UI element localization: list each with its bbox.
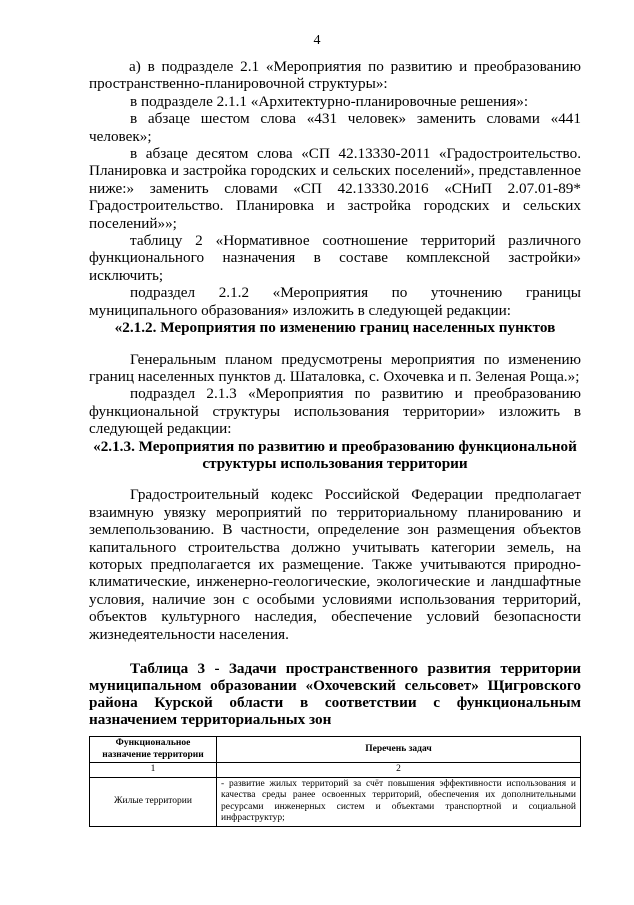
paragraph: в абзаце шестом слова «431 человек» заменить словами «441 человек»; <box>89 110 581 145</box>
tasks-cell: - развитие жилых территорий за счёт повышения эффективности использования и качества среды ранее освоенных территорий, обеспечения их дополнительными ресурсами инженерных систем и объектами транспортной и социальной инфраструктур; <box>217 777 581 826</box>
paragraph: таблицу 2 «Нормативное соотношение территорий различного функционального назначения в составе комплексной застройки» исключить; <box>89 232 581 284</box>
column-number: 2 <box>217 763 581 778</box>
table-caption: Таблица 3 - Задачи пространственного развития территории муниципальном образовании «Охочевский сельсовет» Щигровского района Курской области в соответствии с функциональным назначением территориальных зон <box>89 660 581 728</box>
paragraph: подраздел 2.1.2 «Мероприятия по уточнению границы муниципального образования» изложить в следующей редакции: <box>89 284 581 319</box>
paragraph: а) в подразделе 2.1 «Мероприятия по развитию и преобразованию пространственно-планировочной структуры»: <box>89 58 581 93</box>
zone-cell: Жилые территории <box>90 777 217 826</box>
paragraph: подраздел 2.1.3 «Мероприятия по развитию и преобразованию функциональной структуры использования территории» изложить в следующей редакции: <box>89 385 581 438</box>
document-body <box>89 58 581 827</box>
table-header-cell: Функциональное назначение территории <box>90 737 217 763</box>
paragraph: в подразделе 2.1.1 «Архитектурно-планировочные решения»: <box>130 92 529 110</box>
section-heading: «2.1.2. Мероприятия по изменению границ населенных пунктов <box>114 319 556 337</box>
tasks-table <box>89 736 581 827</box>
column-number: 1 <box>90 763 217 778</box>
table-header-row <box>90 737 581 763</box>
section-heading: «2.1.3. Мероприятия по развитию и преобразованию функциональной структуры использования территории <box>93 437 577 472</box>
paragraph: Генеральным планом предусмотрены мероприятия по изменению границ населенных пунктов д. Шаталовка, с. Охочевка и п. Зеленая Роща.»; <box>89 350 581 385</box>
table-row <box>90 777 581 826</box>
table-numbering-row <box>90 763 581 778</box>
paragraph: Градостроительный кодекс Российской Федерации предполагает взаимную увязку мероприятий по территориальному планированию и землепользованию. В частности, определение зон размещения объектов капитального строительства должно учитывать категории земель, на которых предполагается их размещение. Также учитываются природно-климатические, инженерно-геологические, экологические и ландшафтные условия, наличие зон с особыми условиями использования территорий, объектов культурного наследия, обеспечение условий безопасности жизнедеятельности населения. <box>89 486 581 643</box>
page-number: 4 <box>313 33 321 48</box>
table-header-cell: Перечень задач <box>217 737 581 763</box>
paragraph: в абзаце десятом слова «СП 42.13330-2011 «Градостроительство. Планировка и застройка городских и сельских поселений», представленное ниже:» заменить словами «СП 42.13330.2016 «СНиП 2.07.01-89* Градостроительство. Планировка и застройка городских и сельских поселений»»; <box>89 145 581 232</box>
